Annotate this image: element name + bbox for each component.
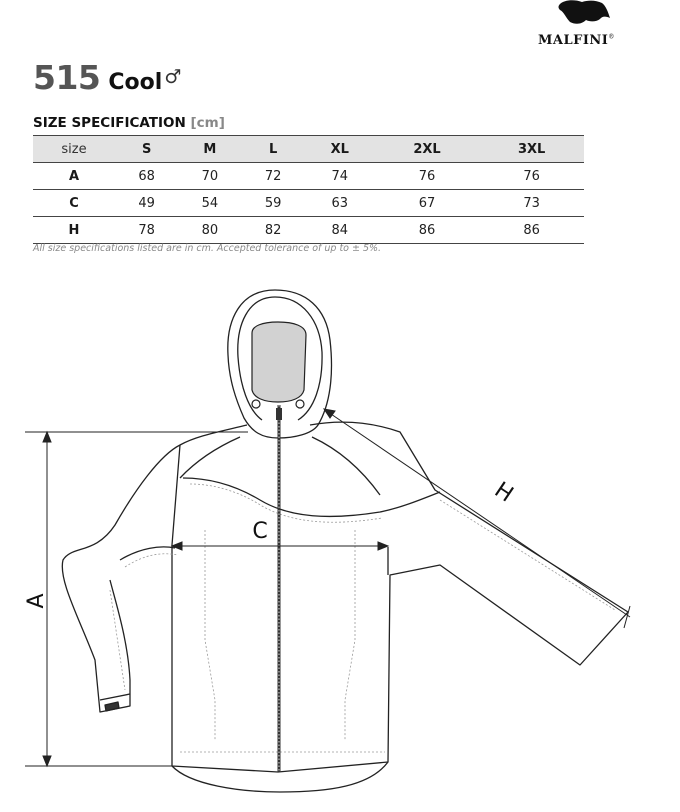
table-cell: 80 [201, 222, 219, 238]
jacket-diagram [0, 270, 680, 812]
table-row [33, 190, 584, 217]
table-cell: 84 [331, 222, 349, 238]
dimension-label-h: H [489, 477, 518, 508]
size-header-row [33, 136, 584, 163]
jacket-stitching [110, 484, 615, 752]
male-symbol-icon: ♂ [164, 66, 182, 88]
table-cell: 68 [138, 168, 155, 184]
size-header-label: size [33, 136, 115, 163]
table-cell: 76 [523, 168, 540, 184]
table-cell: 86 [418, 222, 436, 238]
product-title [33, 58, 181, 98]
dimension-label-a: A [24, 593, 49, 609]
row-label: C [69, 195, 79, 211]
c-arrow-left [172, 542, 182, 550]
table-cell: 78 [138, 222, 155, 238]
a-arrow-top [43, 432, 51, 442]
table-row [33, 163, 584, 190]
zipper-pull-icon [276, 408, 282, 420]
tolerance-note: All size specifications listed are in cm. Accepted tolerance of up to ± 5%. [33, 243, 382, 254]
size-header-cell: S [115, 136, 178, 163]
table-cell: 76 [418, 168, 436, 184]
size-spec-heading-text: SIZE SPECIFICATION [33, 115, 186, 131]
table-cell: 67 [418, 195, 436, 211]
bird-logo-icon [530, 0, 640, 32]
table-cell: 86 [523, 222, 540, 238]
malfini-logo [530, 0, 640, 50]
drawcord-right-icon [296, 400, 304, 408]
row-label: A [68, 168, 80, 184]
table-row [33, 217, 584, 244]
row-label: H [68, 222, 80, 238]
table-cell: 73 [523, 195, 540, 211]
table-cell: 63 [331, 195, 349, 211]
dimension-label-c: C [252, 519, 268, 544]
jacket-outline [62, 290, 628, 792]
table-cell: 74 [331, 168, 349, 184]
table-cell: 49 [138, 195, 155, 211]
size-spec-unit: [cm] [190, 115, 225, 131]
product-number: 515 [33, 58, 101, 97]
table-cell: 72 [264, 168, 282, 184]
table-cell: 70 [201, 168, 219, 184]
a-arrow-bottom [43, 756, 51, 766]
table-cell: 59 [264, 195, 282, 211]
dimension-lines [25, 409, 630, 766]
h-arrow-start [324, 409, 335, 418]
table-cell: 82 [264, 222, 282, 238]
size-header-cell: 3XL [479, 136, 584, 163]
product-name: Cool [108, 70, 163, 95]
c-arrow-right [378, 542, 388, 550]
size-table [33, 135, 584, 244]
table-cell: 54 [201, 195, 219, 211]
size-header-cell: M [178, 136, 241, 163]
h-dimension-line [328, 412, 630, 617]
brand-wordmark: MALFINI® [538, 33, 615, 48]
size-header-cell: 2XL [375, 136, 480, 163]
size-header-cell: L [242, 136, 305, 163]
drawcord-left-icon [252, 400, 260, 408]
size-spec-heading [33, 115, 225, 131]
size-header-cell: XL [305, 136, 375, 163]
hood-lining [252, 322, 306, 402]
